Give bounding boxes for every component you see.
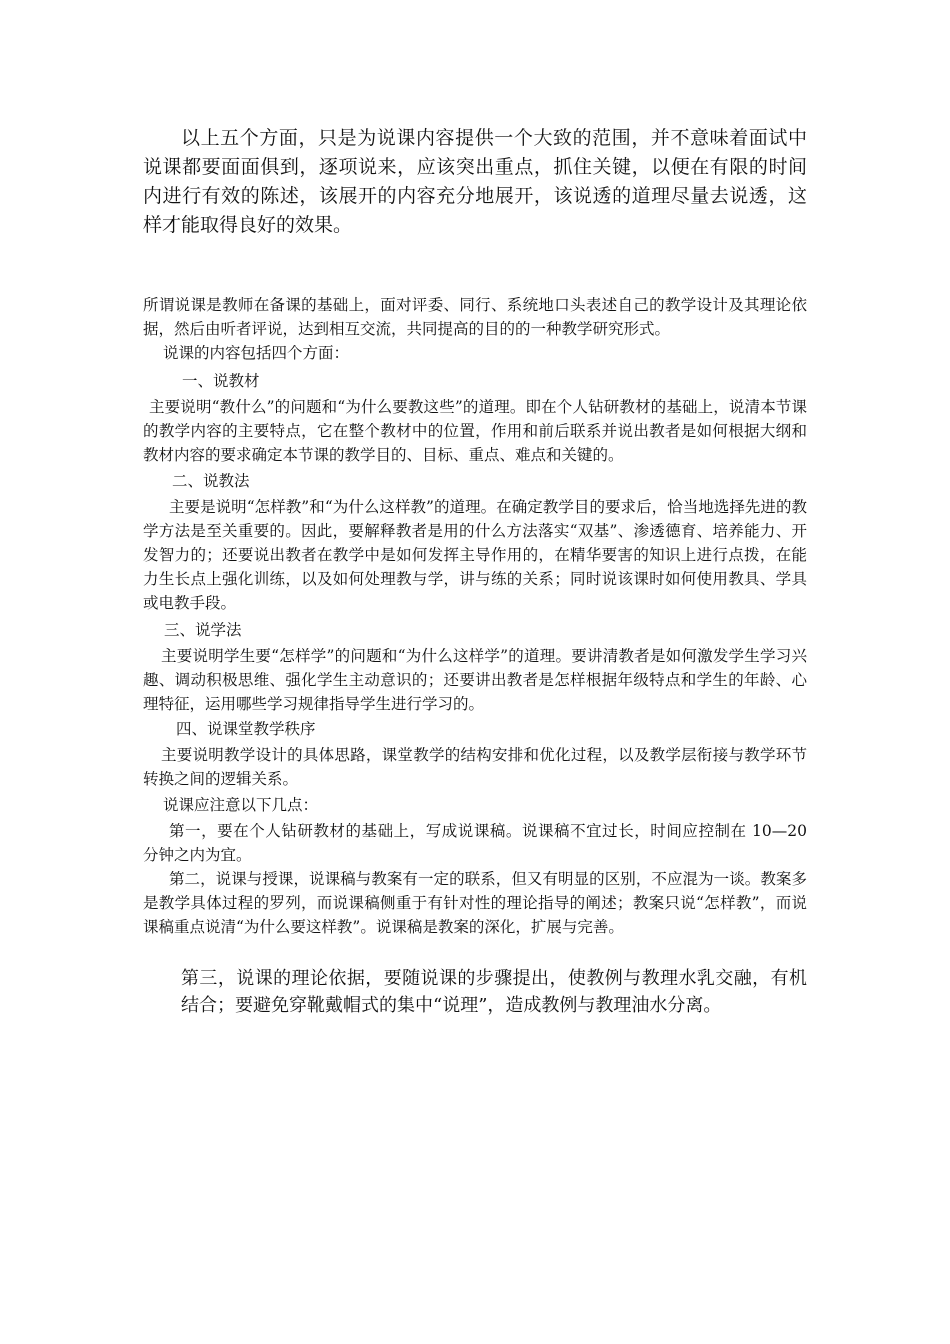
notes-intro: 说课应注意以下几点：: [163, 796, 319, 814]
section-body-3: 主要说明学生要“怎样学”的问题和“为什么这样学”的道理。要讲清教者是如何激发学生学习兴趣、调动积极思维、强化学生主动意识的；还要讲出教者是怎样根据年级特点和学生的年龄、心理特征，运用哪些学习规律指导学生进行学习的。: [143, 647, 807, 713]
section-body-1: 主要说明“教什么”的问题和“为什么要教这些”的道理。即在个人钻研教材的基础上，说清本节课的教学内容的主要特点，它在整个教材中的位置，作用和前后联系并说出教者是如何根据大纲和教材内容的要求确定本节课的教学目的、目标、重点、难点和关键的。: [143, 398, 807, 464]
intro-paragraph: 以上五个方面，只是为说课内容提供一个大致的范围，并不意味着面试中说课都要面面俱到，逐项说来，应该突出重点，抓住关键，以便在有限的时间内进行有效的陈述，该展开的内容充分地展开，该说透的道理尽量去说透，这样才能取得良好的效果。: [143, 127, 807, 236]
section-heading-4: 四、说课堂教学秩序: [176, 720, 316, 738]
note-3: 第三，说课的理论依据，要随说课的步骤提出，使教例与教理水乳交融，有机结合；要避免穿靴戴帽式的集中“说理”，造成教例与教理油水分离。: [181, 968, 807, 1016]
section-body-2: 主要是说明“怎样教”和“为什么这样教”的道理。在确定教学目的要求后，恰当地选择先进的教学方法是至关重要的。因此，要解释教者是用的什么方法落实“双基”、渗透德育、培养能力、开发智力的；还要说出教者在教学中是如何发挥主导作用的，在精华要害的知识上进行点拨，在能力生长点上强化训练，以及如何处理教与学，讲与练的关系；同时说该课时如何使用教具、学具或电教手段。: [143, 498, 807, 612]
definition-paragraph: 所谓说课是教师在备课的基础上，面对评委、同行、系统地口头表述自己的教学设计及其理论依据，然后由听者评说，达到相互交流，共同提高的目的的一种教学研究形式。: [143, 296, 807, 338]
section-heading-1: 一、说教材: [182, 372, 260, 390]
content-intro: 说课的内容包括四个方面：: [163, 344, 350, 362]
note-2: 第二，说课与授课，说课稿与教案有一定的联系，但又有明显的区别，不应混为一谈。教案多是教学具体过程的罗列，而说课稿侧重于有针对性的理论指导的阐述；教案只说“怎样教”，而说课稿重点说清“为什么要这样教”。说课稿是教案的深化，扩展与完善。: [143, 870, 807, 936]
section-body-4: 主要说明教学设计的具体思路，课堂教学的结构安排和优化过程，以及教学层衔接与教学环节转换之间的逻辑关系。: [143, 746, 807, 788]
section-heading-2: 二、说教法: [172, 472, 250, 490]
section-heading-3: 三、说学法: [164, 621, 242, 639]
note-1: 第一，要在个人钻研教材的基础上，写成说课稿。说课稿不宜过长，时间应控制在 10—20 分钟之内为宜。: [143, 822, 807, 864]
